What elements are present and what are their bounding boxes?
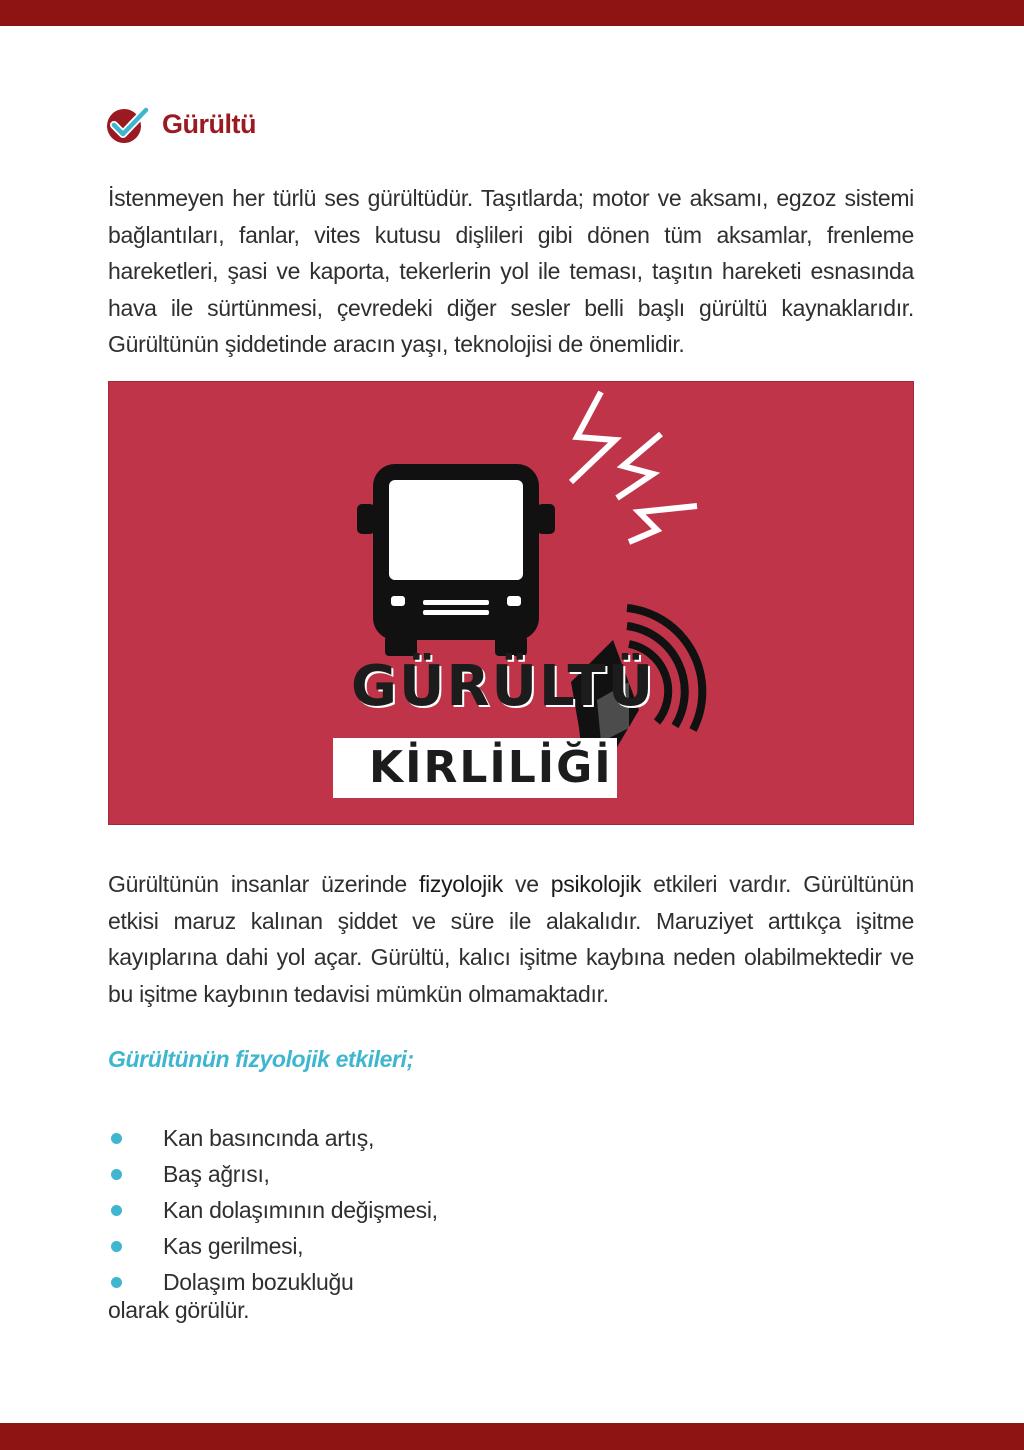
bold-physiological: fizyolojik <box>419 871 503 897</box>
effects-text-2: ve <box>502 871 551 897</box>
list-item-label: Kan dolaşımının değişmesi, <box>163 1196 438 1223</box>
list-item <box>108 1228 438 1264</box>
bottom-band <box>0 1423 1024 1450</box>
illustration-word-pollution: KİRLİLİĞİ <box>369 742 613 793</box>
section-title: Gürültü <box>162 108 256 139</box>
closing-text: olarak görülür. <box>108 1297 250 1323</box>
effects-text-3: etkileri vardır. Gürültünün etkisi maruz kalınan şiddet ve süre ile alakalıdır. Maruziyet arttıkça işitme kayıplarına dahi yol açar. Gürültü, kalıcı işitme kaybına neden olabilmektedir ve bu işitme kaybının tedavisi mümkün olmamaktadır. <box>108 871 914 1007</box>
noise-pollution-illustration <box>108 381 914 825</box>
top-band <box>0 0 1024 26</box>
intro-paragraph: İstenmeyen her türlü ses gürültüdür. Taşıtlarda; motor ve aksamı, egzoz sistemi bağlantıları, fanlar, vites kutusu dişlileri gibi dönen tüm aksamlar, frenleme hareketleri, şasi ve kaporta, tekerlerin yol ile teması, taşıtın hareketi esnasında hava ile sürtünmesi, çevredeki diğer sesler belli başlı gürültü kaynaklarıdır. Gürültünün şiddetinde aracın yaşı, teknolojisi de önemlidir. <box>108 185 914 357</box>
effects-text-1: Gürültünün insanlar üzerinde <box>108 871 419 897</box>
illustration-word-noise: GÜRÜLTÜ <box>351 654 656 719</box>
bullet-icon <box>111 1169 122 1180</box>
list-item <box>108 1156 438 1192</box>
list-item <box>108 1192 438 1228</box>
bullet-icon <box>111 1241 122 1252</box>
list-item <box>108 1120 438 1156</box>
checkmark-circle-icon <box>106 104 150 144</box>
effects-paragraph <box>108 866 914 1012</box>
physiological-effects-list <box>108 1120 438 1300</box>
list-item-label: Baş ağrısı, <box>163 1160 270 1187</box>
list-item-label: Dolaşım bozukluğu <box>163 1268 354 1295</box>
bullet-icon <box>111 1205 122 1216</box>
list-item-label: Kas gerilmesi, <box>163 1232 304 1259</box>
list-item <box>108 1264 438 1300</box>
bullet-icon <box>111 1277 122 1288</box>
lightning-icon <box>571 392 697 542</box>
bus-icon <box>357 464 555 656</box>
bold-psychological: psikolojik <box>550 871 642 897</box>
bullet-icon <box>111 1133 122 1144</box>
list-item-label: Kan basıncında artış, <box>163 1124 375 1151</box>
section-heading <box>106 104 256 144</box>
physiological-effects-heading: Gürültünün fizyolojik etkileri; <box>108 1046 414 1072</box>
